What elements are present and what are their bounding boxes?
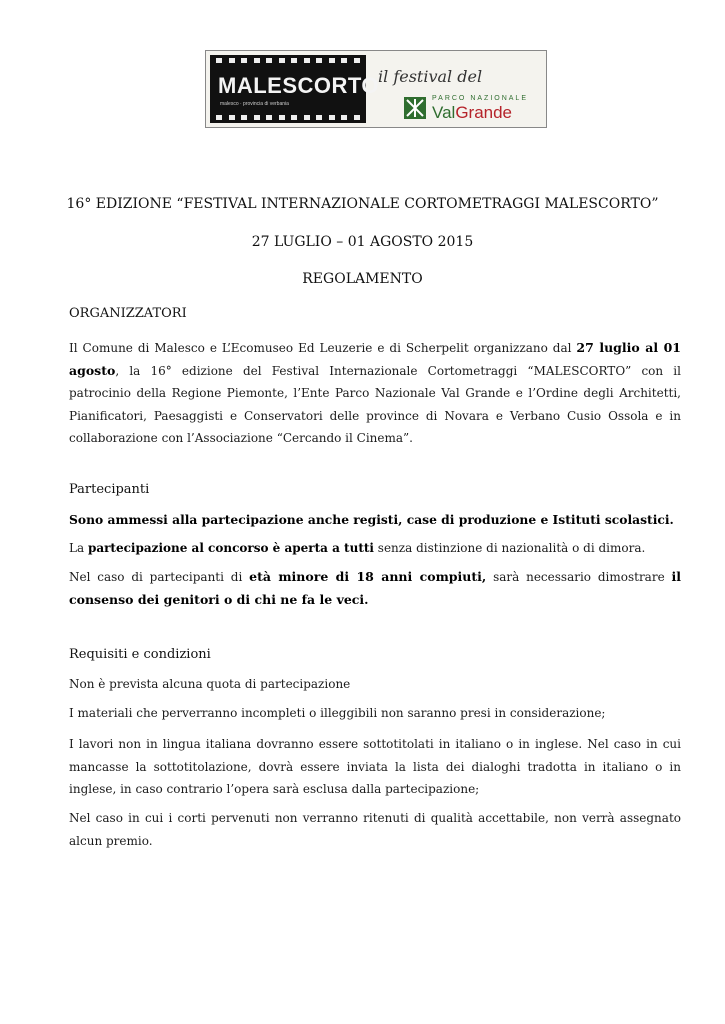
section-heading-partecipanti: Partecipanti [69,482,150,497]
document-title: 16° EDIZIONE “FESTIVAL INTERNAZIONALE CORTOMETRAGGI MALESCORTO” [66,196,659,212]
partecipanti-line-2: La partecipazione al concorso è aperta a tutti senza distinzione di nazionalità o di dimora. [69,541,646,555]
logo-title: MALESCORTO [218,73,380,98]
header-banner [205,50,547,128]
document-heading-regolamento: REGOLAMENTO [302,271,423,287]
parco-label: PARCO NAZIONALE [432,95,528,102]
festival-tagline: il festival del [378,67,483,86]
partecipanti-paragraph-3: Nel caso di partecipanti di età minore di 18 anni compiuti, sarà necessario dimostrare il consenso dei genitori o di chi ne fa le veci. [69,569,682,607]
document-dates: 27 LUGLIO – 01 AGOSTO 2015 [251,234,474,250]
malescorto-logo [210,55,380,123]
film-holes-bottom [216,115,360,120]
requisiti-line-2: I materiali che perverranno incompleti o illeggibili non saranno presi in considerazione; [69,706,606,720]
valgrande-logo-text: ValGrande [432,103,513,122]
requisiti-line-1: Non è prevista alcuna quota di partecipazione [69,677,351,691]
logo-subtitle: malesco · provincia di verbania [220,101,289,107]
section-heading-requisiti: Requisiti e condizioni [69,647,211,662]
parco-leaf-icon [404,97,426,119]
requisiti-paragraph-4: Nel caso in cui i corti pervenuti non verranno ritenuti di qualità accettabile, non verrà assegnato alcun premio. [69,811,681,848]
paragraph-organizzatori: Il Comune di Malesco e L’Ecomuseo Ed Leuzerie e di Scherpelit organizzano dal 27 luglio al 01 agosto, la 16° edizione del Festival Internazionale Cortometraggi “MALESCORTO” con il patrocinio della Regione Piemonte, l’Ente Parco Nazionale Val Grande e l’Ordine degli Architetti, Pianificatori, Paesaggisti e Conservatori delle province di Novara e Verbano Cusio Ossola e in collaborazione con l’Associazione “Cercando il Cinema”. [69,340,682,446]
section-heading-organizzatori: ORGANIZZATORI [69,306,187,321]
requisiti-paragraph-3: I lavori non in lingua italiana dovranno essere sottotitolati in italiano o in inglese. Nel caso in cui mancasse la sottotitolazione, dovrà essere inviata la lista dei dialoghi tradotta in italiano o in inglese, in caso contrario l’opera sarà esclusa dalla partecipazione; [69,737,681,797]
partecipanti-line-1: Sono ammessi alla partecipazione anche registi, case di produzione e Istituti scolastici. [69,512,674,527]
film-holes-top [216,58,360,63]
